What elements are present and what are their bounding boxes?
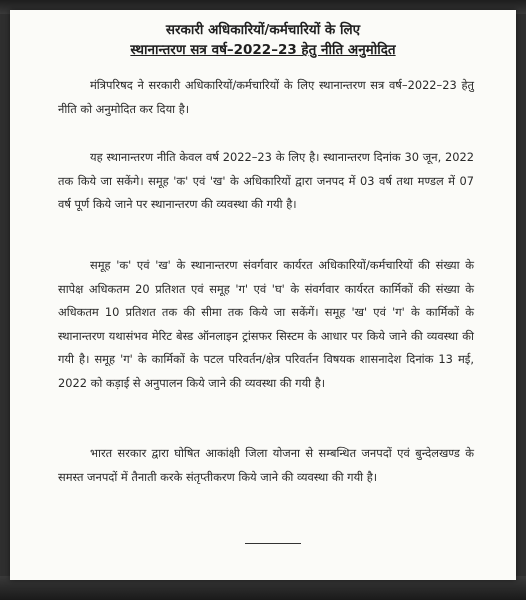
- document-subtitle: स्थानान्तरण सत्र वर्ष–2022–23 हेतु नीति अनुमोदित: [130, 42, 396, 58]
- document-page: [10, 10, 516, 580]
- paragraph-approval: मंत्रिपरिषद ने सरकारी अधिकारियों/कर्मचारियों के लिए स्थानान्तरण सत्र वर्ष–2022–23 हेतु नीति को अनुमोदित कर दिया है।: [58, 78, 474, 116]
- document-title: सरकारी अधिकारियों/कर्मचारियों के लिए: [165, 22, 361, 38]
- paragraph-transfer-limits: समूह 'क' एवं 'ख' के स्थानान्तरण संवर्गवार कार्यरत अधिकारियों/कर्मचारियों की संख्या के सापेक्ष अधिकतम 20 प्रतिशत एवं समूह 'ग' एवं 'घ' के संवर्गवार कार्यरत कार्मिकों की संख्या के अधिकतम 10 प्रतिशत तक की सीमा तक किये जा सकेंगें। समूह 'ख' एवं 'ग' के कार्मिकों के स्थानान्तरण यथासंभव मेरिट बेस्ड ऑनलाइन ट्रांसफर सिस्टम के आधार पर किये जाने की व्यवस्था की गयी है। समूह 'ग' के कार्मिकों के पटल परिवर्तन/क्षेत्र परिवर्तन विषयक शासनादेश दिनांक 13 मई, 2022 को कड़ाई से अनुपालन किये जाने की व्यवस्था की गयी है।: [58, 258, 474, 390]
- paragraph-aspirational-districts: भारत सरकार द्वारा घोषित आकांक्षी जिला योजना से सम्बन्धित जनपदों एवं बुन्देलखण्ड के समस्त जनपदों में तैनाती करके संतृप्तीकरण किये जाने की व्यवस्था की गयी है।: [58, 446, 474, 484]
- paragraph-policy-period: यह स्थानान्तरण नीति केवल वर्ष 2022–23 के लिए है। स्थानान्तरण दिनांक 30 जून, 2022 तक किये जा सकेंगे। समूह 'क' एवं 'ख' के अधिकारियों द्वारा जनपद में 03 वर्ष तथा मण्डल में 07 वर्ष पूर्ण किये जाने पर स्थानान्तरण की व्यवस्था की गयी है।: [58, 150, 474, 212]
- end-divider: [245, 543, 301, 544]
